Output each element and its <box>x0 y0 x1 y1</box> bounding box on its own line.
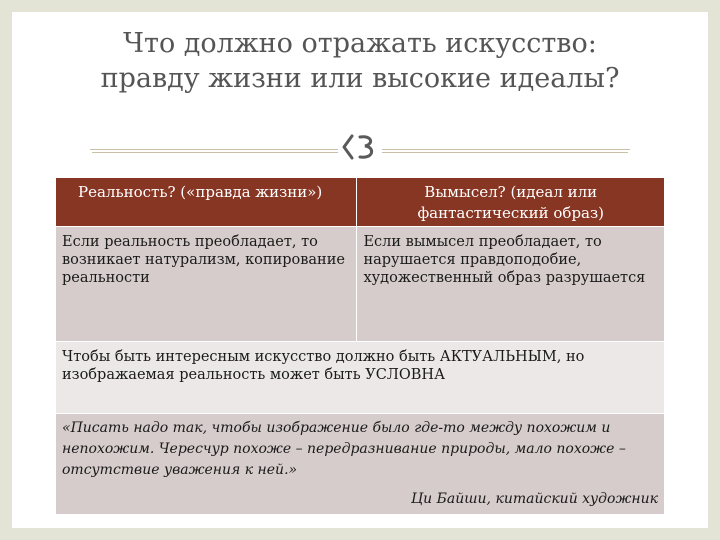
quote-text: «Писать надо так, чтобы изображение было где-то между похожим и непохожим. Чересчур похоже – передразнивание природы, мало похоже – отсутствие уважения к ней.» <box>62 420 626 478</box>
comparison-table <box>55 177 665 515</box>
table-row <box>56 414 665 515</box>
slide-title <box>0 26 720 96</box>
fiction-cell: Если вымысел преобладает, то нарушается правдоподобие, художественный образ разрушается <box>357 227 665 342</box>
header-reality: Реальность? («правда жизни») <box>56 178 357 227</box>
quote-author: Ци Байши, китайский художник <box>410 491 658 507</box>
title-line-2: правду жизни или высокие идеалы? <box>100 63 620 94</box>
title-line-1: Что должно отражать искусство: <box>123 28 597 59</box>
table-row <box>56 342 665 414</box>
table-header-row <box>56 178 665 227</box>
quote-cell <box>56 414 665 515</box>
reality-cell: Если реальность преобладает, то возникает натурализм, копирование реальности <box>56 227 357 342</box>
table-row <box>56 227 665 342</box>
header-fiction: Вымысел? (идеал или фантастический образ) <box>357 178 665 227</box>
flourish-icon <box>338 132 382 162</box>
conclusion-cell: Чтобы быть интересным искусство должно быть АКТУАЛЬНЫМ, но изображаемая реальность может быть УСЛОВНА <box>56 342 665 414</box>
